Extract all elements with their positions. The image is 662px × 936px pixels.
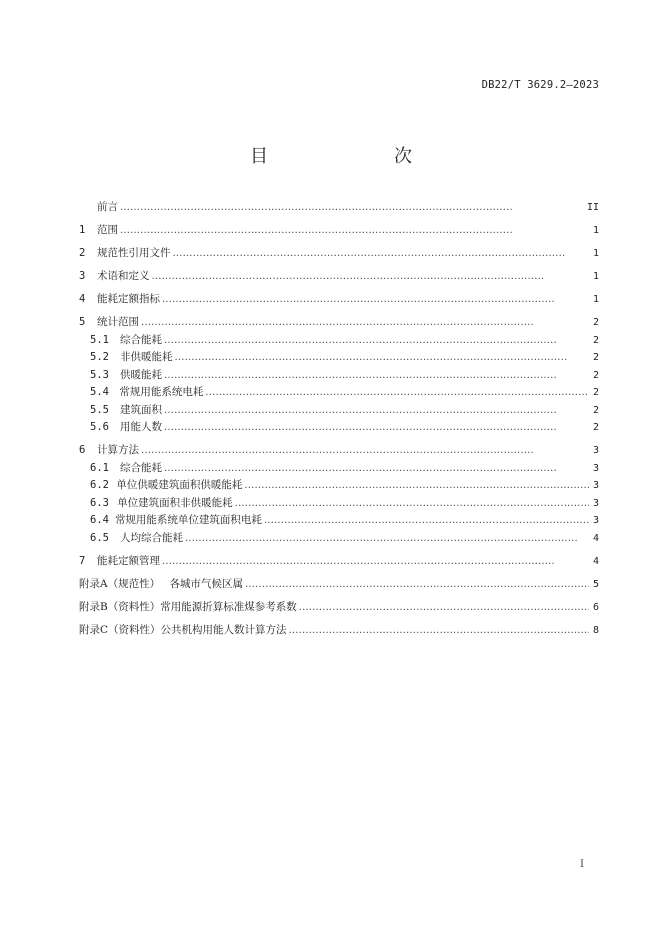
toc-entry-page: 2 bbox=[592, 387, 599, 398]
toc-entry[interactable] bbox=[79, 513, 599, 528]
toc-entry-number: 6 bbox=[79, 444, 86, 456]
toc-entry-label: 综合能耗 bbox=[120, 461, 162, 474]
dot-leader bbox=[235, 496, 589, 511]
toc-entry-number: 5.3 bbox=[90, 368, 109, 381]
toc-entry[interactable] bbox=[79, 443, 599, 458]
toc-entry-page: 8 bbox=[592, 624, 599, 636]
toc-entry-label: 前言 bbox=[97, 201, 118, 213]
toc-entry[interactable] bbox=[79, 223, 599, 238]
dot-leader bbox=[173, 246, 589, 261]
dot-leader bbox=[289, 623, 589, 638]
toc-entry[interactable] bbox=[79, 269, 599, 284]
toc-entry-label: 单位供暖建筑面积供暖能耗 bbox=[116, 479, 243, 491]
toc-entry-label: 非供暖能耗 bbox=[120, 351, 173, 363]
toc-entry[interactable] bbox=[79, 292, 599, 307]
toc-entry-page: 6 bbox=[592, 601, 599, 613]
dot-leader bbox=[152, 269, 589, 284]
toc-entry-page: 2 bbox=[592, 352, 599, 363]
toc-entry[interactable] bbox=[79, 385, 599, 400]
toc-entry-page: 2 bbox=[592, 369, 599, 381]
toc-entry-label: 用能人数 bbox=[120, 421, 162, 433]
toc-entry[interactable] bbox=[79, 623, 599, 638]
toc-entry-label: 统计范围 bbox=[97, 316, 139, 328]
toc-entry-number: 5.1 bbox=[90, 333, 109, 346]
toc-entry[interactable] bbox=[79, 554, 599, 569]
toc-entry-number: 1 bbox=[79, 224, 86, 236]
toc-entry[interactable] bbox=[79, 531, 599, 546]
toc-entry[interactable] bbox=[79, 577, 599, 592]
toc-entry-number: 5.5 bbox=[90, 403, 109, 416]
toc-entry[interactable] bbox=[79, 333, 599, 348]
toc-entry-page: II bbox=[586, 202, 599, 213]
toc-entry-number: 6.2 bbox=[90, 479, 109, 491]
toc-entry[interactable] bbox=[79, 350, 599, 365]
toc-entry-page: 3 bbox=[592, 462, 599, 474]
dot-leader bbox=[299, 600, 589, 615]
toc-entry-number: 附录C（资料性） bbox=[79, 623, 161, 636]
toc-entry-page: 2 bbox=[592, 334, 599, 346]
toc-entry[interactable] bbox=[79, 315, 599, 330]
toc-entry-number: 6.3 bbox=[90, 496, 109, 509]
dot-leader bbox=[141, 315, 589, 330]
toc-entry-label: 术语和定义 bbox=[97, 270, 150, 282]
dot-leader bbox=[175, 350, 589, 365]
dot-leader bbox=[164, 368, 589, 383]
toc-entry-label: 常规用能系统电耗 bbox=[119, 386, 204, 398]
toc-entry-page: 3 bbox=[592, 480, 599, 491]
dot-leader bbox=[205, 385, 589, 400]
toc-entry-page: 5 bbox=[592, 578, 599, 590]
toc-entry[interactable] bbox=[79, 246, 599, 261]
toc-entry[interactable] bbox=[79, 368, 599, 383]
toc-entry-page: 4 bbox=[592, 532, 599, 544]
toc-entry-label: 综合能耗 bbox=[120, 333, 162, 346]
toc-entry-number: 5.6 bbox=[90, 421, 109, 433]
toc-entry-number: 6.5 bbox=[90, 531, 109, 544]
dot-leader bbox=[164, 461, 589, 476]
toc-entry[interactable] bbox=[79, 403, 599, 418]
toc-entry-label: 公共机构用能人数计算方法 bbox=[160, 623, 287, 636]
toc-entry-page: 1 bbox=[592, 294, 599, 305]
toc-entry-page: 1 bbox=[592, 271, 599, 282]
toc-entry-page: 4 bbox=[592, 555, 599, 567]
toc-entry-label: 常用能源折算标准煤参考系数 bbox=[160, 600, 297, 613]
toc-entry-label: 建筑面积 bbox=[120, 403, 162, 416]
toc-entry-page: 2 bbox=[592, 422, 599, 433]
dot-leader bbox=[120, 223, 589, 238]
dot-leader bbox=[185, 531, 589, 546]
toc-entry-label: 规范性引用文件 bbox=[97, 247, 171, 259]
toc-entry-label: 范围 bbox=[97, 224, 118, 236]
toc-entry-label: 能耗定额指标 bbox=[97, 293, 160, 305]
toc-entry[interactable] bbox=[79, 420, 599, 435]
toc-entry-label: 能耗定额管理 bbox=[97, 554, 160, 567]
toc-entry-number: 2 bbox=[79, 247, 86, 259]
toc-entry-number: 3 bbox=[79, 270, 86, 282]
toc-entry-page: 2 bbox=[592, 317, 599, 328]
toc-title: 目 次 bbox=[250, 146, 442, 167]
toc-entry-page: 1 bbox=[592, 225, 599, 236]
dot-leader bbox=[264, 513, 589, 528]
toc-entry-number: 5.2 bbox=[90, 351, 109, 363]
toc-entry-number: 6.1 bbox=[90, 461, 109, 474]
toc-entry-number: 5.4 bbox=[90, 386, 109, 398]
dot-leader bbox=[141, 443, 589, 458]
toc-entry-number: 附录B（资料性） bbox=[79, 600, 161, 613]
toc-entry-page: 3 bbox=[592, 497, 599, 509]
toc-entry-number: 附录A（规范性） bbox=[79, 577, 161, 590]
toc-entry-page: 2 bbox=[592, 404, 599, 416]
dot-leader bbox=[164, 333, 589, 348]
dot-leader bbox=[245, 577, 589, 592]
toc-entry-page: 3 bbox=[592, 515, 599, 526]
dot-leader bbox=[164, 403, 589, 418]
toc-entry[interactable] bbox=[79, 461, 599, 476]
toc-entry-label: 各城市气候区属 bbox=[169, 577, 244, 590]
toc-entry-label: 常规用能系统单位建筑面积电耗 bbox=[114, 514, 262, 526]
toc-entry-label: 单位建筑面积非供暖能耗 bbox=[117, 496, 233, 509]
toc-entry[interactable] bbox=[79, 600, 599, 615]
document-code: DB22/T 3629.2—2023 bbox=[481, 79, 599, 91]
toc-entry[interactable] bbox=[79, 496, 599, 511]
toc-entry-number: 5 bbox=[79, 316, 86, 328]
toc-entry-label: 人均综合能耗 bbox=[120, 531, 183, 544]
toc-entry[interactable] bbox=[79, 200, 599, 215]
dot-leader bbox=[162, 554, 589, 569]
toc-entry-page: 3 bbox=[592, 445, 599, 456]
toc-entry-number: 4 bbox=[79, 293, 86, 305]
toc-entry-page: 1 bbox=[592, 248, 599, 259]
toc-entry-label: 供暖能耗 bbox=[120, 368, 162, 381]
dot-leader bbox=[162, 292, 589, 307]
dot-leader bbox=[164, 420, 589, 435]
toc-entry-label: 计算方法 bbox=[97, 444, 139, 456]
table-of-contents bbox=[79, 200, 599, 638]
toc-entry[interactable] bbox=[79, 478, 599, 493]
dot-leader bbox=[244, 478, 589, 493]
toc-entry-number: 6.4 bbox=[90, 514, 109, 526]
dot-leader bbox=[120, 200, 583, 215]
toc-entry-number: 7 bbox=[79, 554, 86, 567]
page-number: I bbox=[580, 859, 584, 870]
